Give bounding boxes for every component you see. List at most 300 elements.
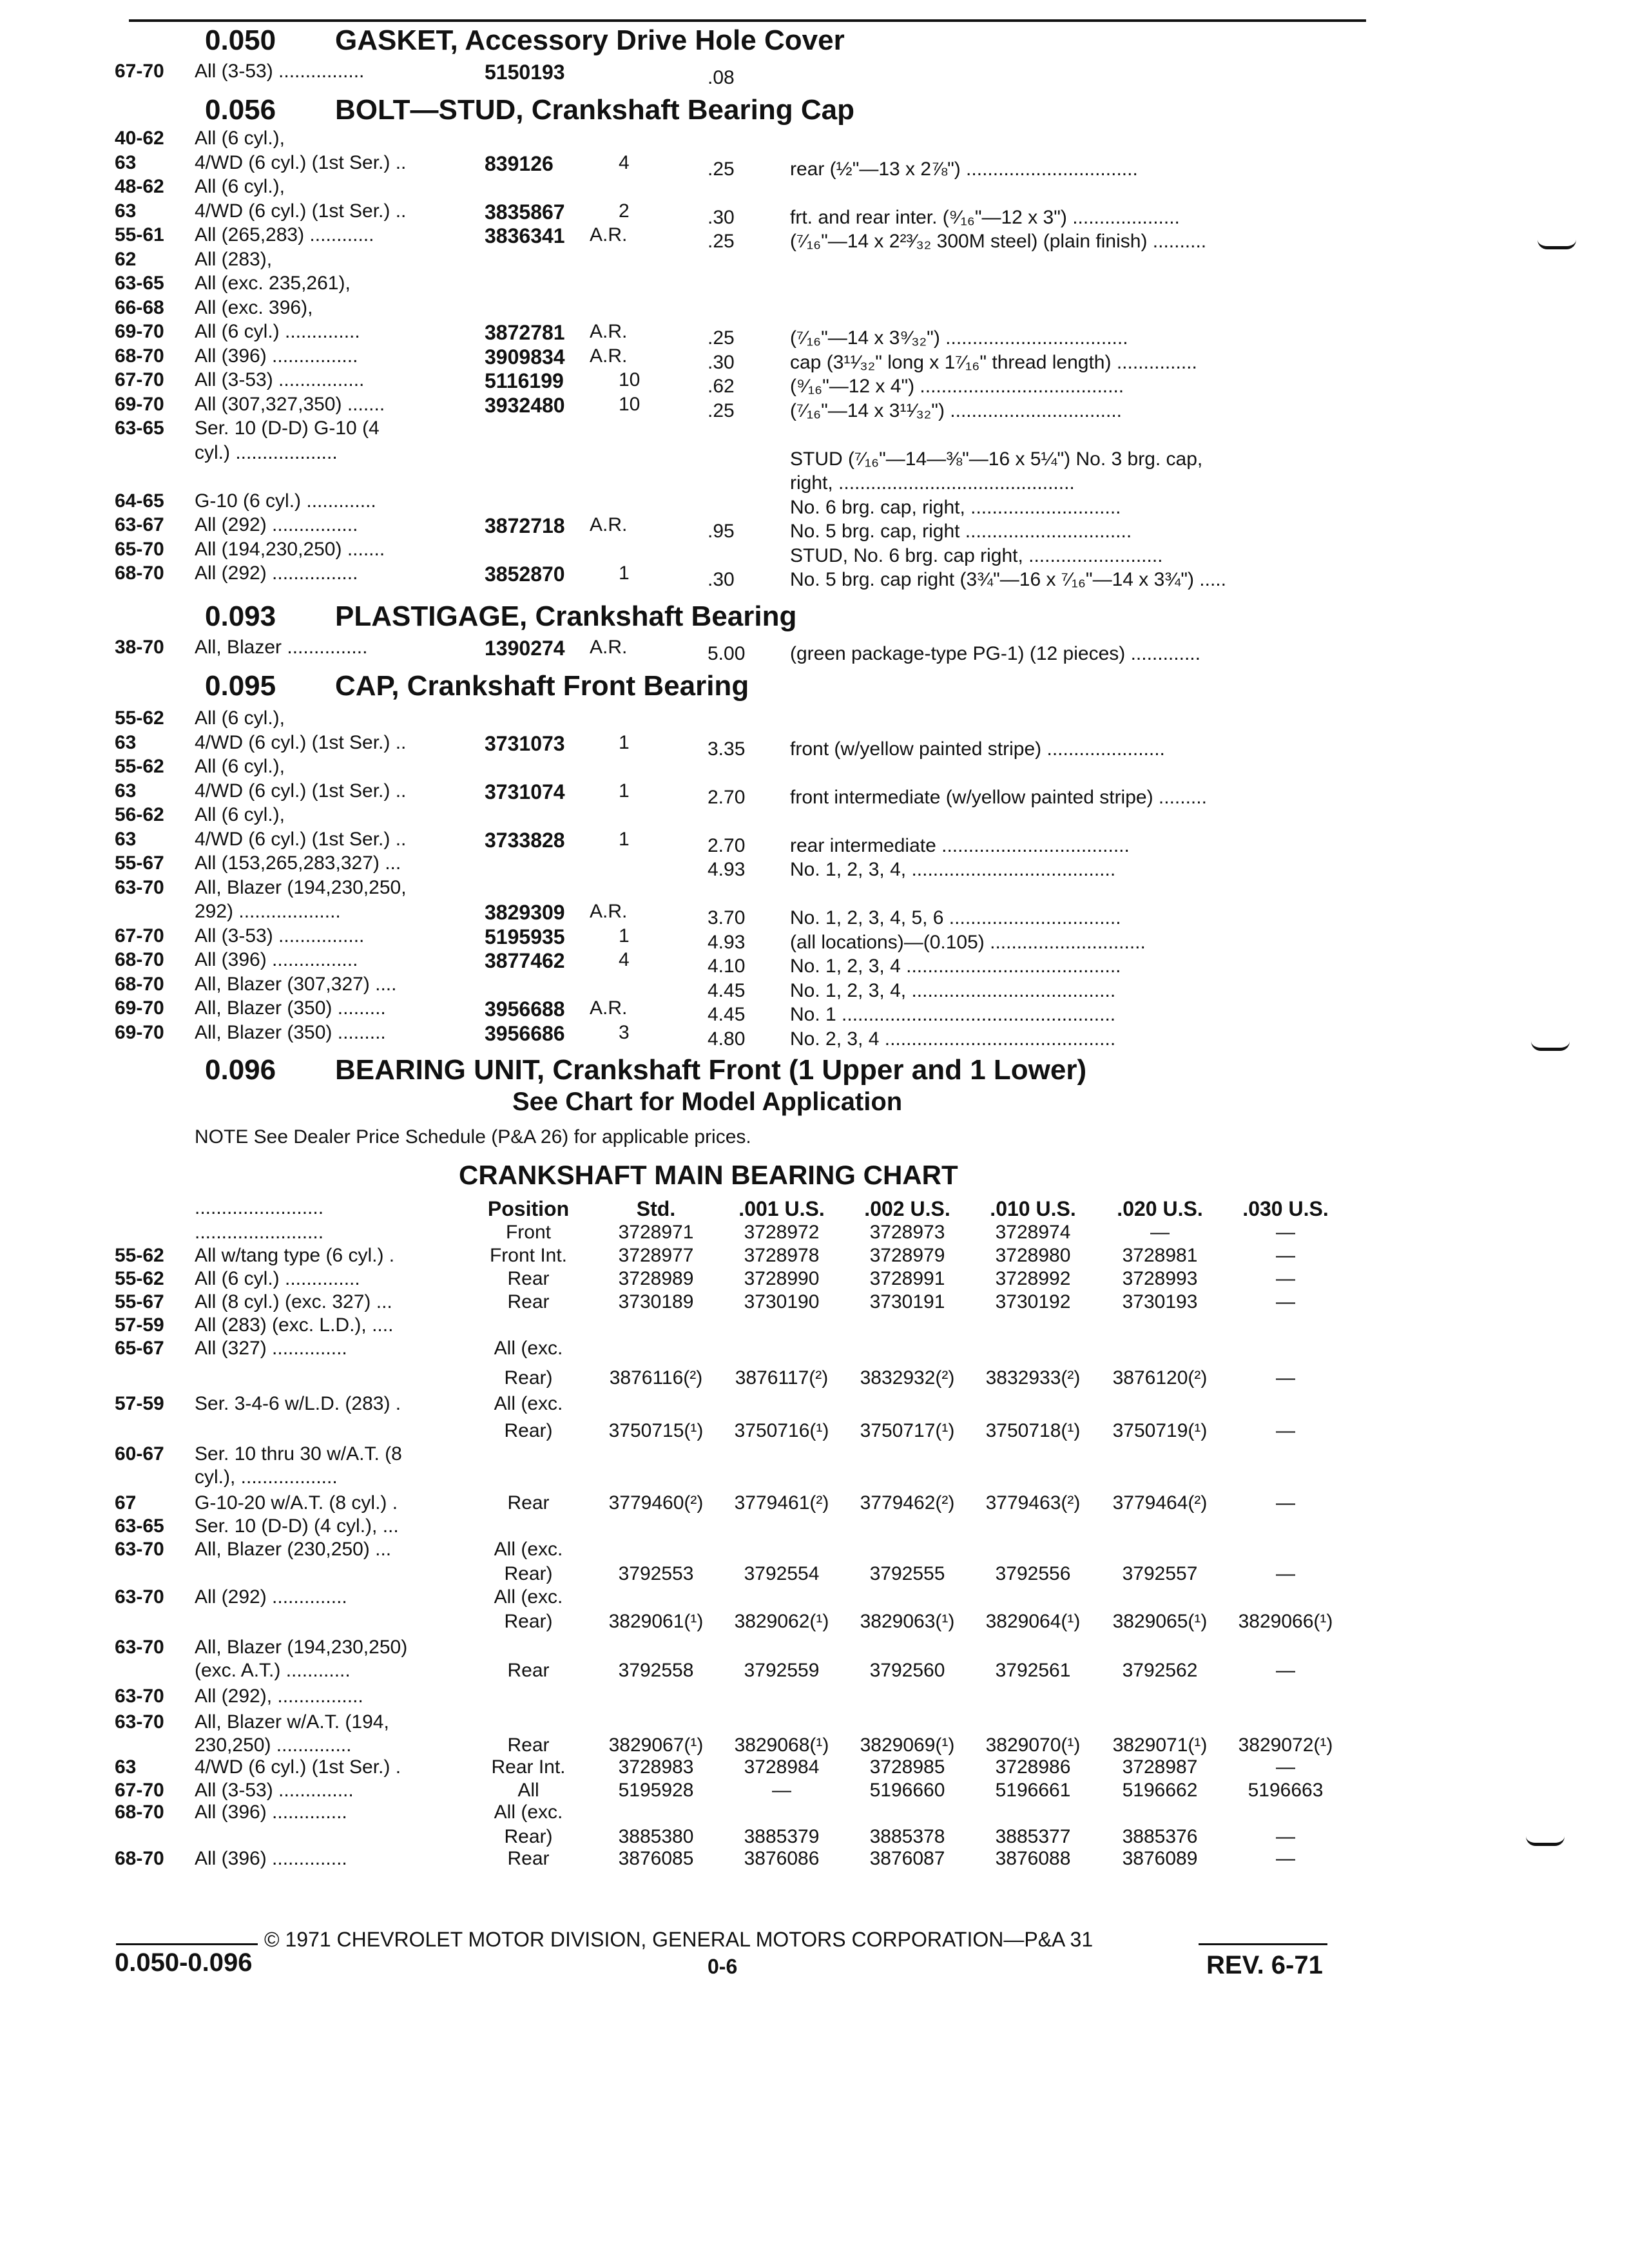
chart-column-header: .001 U.S.	[738, 1197, 825, 1220]
year-range: 63	[115, 780, 137, 802]
chart-cell: 3876117(²)	[735, 1367, 829, 1389]
year-range: 67-70	[115, 369, 164, 390]
description: No. 5 brg. cap right (3¾"—16 x ⁷⁄₁₆"—14 x 3¾") .....	[790, 569, 1226, 590]
description: front intermediate (w/yellow painted stripe) .........	[790, 786, 1207, 808]
section-title: BEARING UNIT, Crankshaft Front (1 Upper and 1 Lower)	[335, 1054, 1087, 1086]
year-range: 55-62	[115, 707, 164, 729]
list-price: 4.93	[708, 859, 746, 880]
description: (⁷⁄₁₆"—14 x 2²³⁄₃₂ 300M steel) (plain finish) ..........	[790, 231, 1207, 252]
chart-cell: 3829071(¹)	[1112, 1735, 1208, 1756]
list-price: .25	[708, 399, 735, 421]
application: All (exc. 396),	[195, 296, 313, 318]
application: 4/WD (6 cyl.) (1st Ser.) ..	[195, 780, 407, 802]
part-number: 3956688	[485, 997, 565, 1021]
chart-cell: —	[1276, 1291, 1295, 1312]
application: cyl.) ...................	[195, 441, 338, 463]
position: Rear	[507, 1291, 550, 1312]
application: All (265,283) ............	[195, 224, 374, 245]
chart-cell: 3728987	[1122, 1756, 1198, 1778]
list-price: .95	[708, 521, 735, 542]
chart-column-header: Position	[487, 1197, 570, 1220]
quantity: A.R.	[590, 514, 628, 535]
part-number: 1390274	[485, 637, 565, 660]
year-range: 63-70	[115, 1586, 164, 1608]
year-range: 65-70	[115, 538, 164, 560]
part-number: 3909834	[485, 345, 565, 369]
part-number: 3731074	[485, 780, 565, 803]
position: Rear Int.	[491, 1756, 566, 1778]
quantity: A.R.	[590, 637, 628, 658]
list-price: .25	[708, 231, 735, 252]
quantity: 1	[619, 731, 630, 753]
description: frt. and rear inter. (⁹⁄₁₆"—12 x 3") ....................	[790, 206, 1180, 228]
position: All (exc.	[494, 1539, 563, 1560]
chart-cell: 3792555	[869, 1563, 945, 1584]
application: All (283),	[195, 248, 273, 270]
section-number: 0.056	[205, 94, 276, 126]
list-price: .25	[708, 158, 735, 180]
chart-cell: —	[772, 1780, 791, 1801]
chart-cell: 3779461(²)	[734, 1492, 829, 1514]
description: No. 1, 2, 3, 4, ......................................	[790, 859, 1116, 880]
position: Rear	[507, 1268, 550, 1289]
application: All, Blazer (230,250) ...	[195, 1539, 392, 1560]
footer-revision: REV. 6-71	[1206, 1951, 1323, 1979]
chart-cell: 3728983	[618, 1756, 694, 1778]
year-range: 55-62	[115, 1245, 164, 1266]
position: All (exc.	[494, 1586, 563, 1608]
edge-mark	[1526, 1836, 1565, 1846]
chart-cell: 3792558	[618, 1660, 694, 1681]
application: All (396) ..............	[195, 1848, 347, 1869]
description: (⁷⁄₁₆"—14 x 3⁹⁄₃₂") ..................................	[790, 327, 1128, 349]
chart-cell: 3779462(²)	[860, 1492, 955, 1514]
chart-cell: 3885378	[869, 1826, 945, 1847]
year-range: 56-62	[115, 804, 164, 825]
application: 4/WD (6 cyl.) (1st Ser.) ..	[195, 200, 407, 222]
year-range: 63	[115, 151, 137, 173]
year-range: 68-70	[115, 973, 164, 995]
description: (all locations)—(0.105) .............................	[790, 931, 1146, 953]
chart-cell: 3829063(¹)	[860, 1611, 955, 1632]
chart-cell: 3829062(¹)	[734, 1611, 829, 1632]
chart-cell: 3885376	[1122, 1826, 1198, 1847]
application: All, Blazer (307,327) ....	[195, 973, 397, 995]
chart-cell: 3792560	[869, 1660, 945, 1681]
chart-cell: 3730193	[1122, 1291, 1198, 1312]
position: Rear)	[504, 1367, 553, 1389]
chart-cell: 3876085	[618, 1848, 694, 1869]
application: All (153,265,283,327) ...	[195, 852, 401, 874]
application: All (6 cyl.) ..............	[195, 321, 360, 342]
quantity: 1	[619, 925, 630, 947]
part-number: 5150193	[485, 61, 565, 84]
application: All (292), ................	[195, 1686, 363, 1707]
part-number: 3836341	[485, 224, 565, 247]
list-price: .30	[708, 206, 735, 228]
chart-cell: 3728986	[995, 1756, 1071, 1778]
part-number: 3733828	[485, 828, 565, 852]
chart-cell: 3728984	[744, 1756, 820, 1778]
year-range: 65-67	[115, 1338, 164, 1359]
part-number: 5195935	[485, 925, 565, 948]
position: All (exc.	[494, 1802, 563, 1823]
year-range: 57-59	[115, 1393, 164, 1414]
chart-cell: 3779463(²)	[985, 1492, 1081, 1514]
list-price: 2.70	[708, 786, 746, 808]
application: All (3-53) ................	[195, 925, 365, 947]
position: Rear	[507, 1848, 550, 1869]
description: rear intermediate ...................................	[790, 834, 1130, 856]
chart-cell: 3728973	[869, 1222, 945, 1243]
chart-cell: 3792553	[618, 1563, 694, 1584]
application: Ser. 10 thru 30 w/A.T. (8	[195, 1443, 402, 1465]
chart-cell: 3829070(¹)	[985, 1735, 1081, 1756]
list-price: .62	[708, 376, 735, 397]
year-range: 66-68	[115, 296, 164, 318]
description: rear (½"—13 x 2⅞") ................................	[790, 158, 1138, 180]
application: All (292) ................	[195, 514, 358, 535]
chart-cell: 3728985	[869, 1756, 945, 1778]
chart-cell: 3829069(¹)	[860, 1735, 955, 1756]
chart-cell: 3885380	[618, 1826, 694, 1847]
description: No. 1, 2, 3, 4, ......................................	[790, 979, 1116, 1001]
section-title: CAP, Crankshaft Front Bearing	[335, 670, 749, 702]
chart-cell: 3750719(¹)	[1112, 1420, 1208, 1441]
application: All (3-53) ................	[195, 369, 365, 390]
chart-cell: 3730189	[618, 1291, 694, 1312]
application: All (6 cyl.),	[195, 756, 285, 777]
chart-cell: 5196661	[995, 1780, 1071, 1801]
chart-column-header: .002 U.S.	[864, 1197, 950, 1220]
edge-mark	[1531, 1041, 1570, 1051]
footer-copyright: © 1971 CHEVROLET MOTOR DIVISION, GENERAL MOTORS CORPORATION—P&A 31	[264, 1928, 1094, 1951]
chart-cell: 3829067(¹)	[608, 1735, 704, 1756]
chart-cell: —	[1276, 1660, 1295, 1681]
price-note: NOTE See Dealer Price Schedule (P&A 26) for applicable prices.	[195, 1126, 751, 1148]
year-range: 63	[115, 828, 137, 850]
quantity: 3	[619, 1021, 630, 1043]
year-range: 48-62	[115, 176, 164, 197]
year-range: 63-70	[115, 1539, 164, 1560]
chart-cell: —	[1276, 1848, 1295, 1869]
application: All (194,230,250) .......	[195, 538, 385, 560]
description: front (w/yellow painted stripe) ......................	[790, 738, 1165, 760]
year-range: 68-70	[115, 1848, 164, 1869]
chart-cell: —	[1276, 1245, 1295, 1266]
chart-cell: 3885377	[995, 1826, 1071, 1847]
chart-cell: 3792559	[744, 1660, 820, 1681]
year-range: 63-70	[115, 1686, 164, 1707]
chart-cell: —	[1276, 1492, 1295, 1514]
description: No. 5 brg. cap, right ...............................	[790, 521, 1132, 542]
chart-cell: 5196663	[1248, 1780, 1324, 1801]
position: Rear)	[504, 1826, 553, 1847]
description: (⁹⁄₁₆"—12 x 4") ......................................	[790, 376, 1124, 397]
application: All (8 cyl.) (exc. 327) ...	[195, 1291, 392, 1312]
list-price: .30	[708, 351, 735, 373]
position: All (exc.	[494, 1393, 563, 1414]
chart-column-header: .030 U.S.	[1242, 1197, 1329, 1220]
chart-column-header: .020 U.S.	[1117, 1197, 1203, 1220]
section-title: BOLT—STUD, Crankshaft Bearing Cap	[335, 94, 854, 126]
year-range: 40-62	[115, 128, 164, 149]
year-range: 63	[115, 731, 137, 753]
year-range: 67-70	[115, 925, 164, 947]
chart-cell: 3779464(²)	[1112, 1492, 1208, 1514]
section-title: PLASTIGAGE, Crankshaft Bearing	[335, 601, 797, 632]
part-number: 3872718	[485, 514, 565, 537]
position: Rear	[507, 1735, 550, 1756]
chart-cell: 3779460(²)	[608, 1492, 704, 1514]
chart-cell: 3750715(¹)	[608, 1420, 704, 1441]
chart-cell: 3885379	[744, 1826, 820, 1847]
chart-cell: 3728977	[618, 1245, 694, 1266]
quantity: A.R.	[590, 997, 628, 1019]
application: All, Blazer (350) .........	[195, 997, 386, 1019]
year-range: 63-67	[115, 514, 164, 535]
description: No. 1, 2, 3, 4, 5, 6 ................................	[790, 907, 1121, 928]
chart-cell: 3829064(¹)	[985, 1611, 1081, 1632]
position: Front Int.	[489, 1245, 568, 1266]
chart-cell: 3832932(²)	[860, 1367, 955, 1389]
year-range: 60-67	[115, 1443, 164, 1465]
application: (exc. A.T.) ............	[195, 1660, 351, 1681]
application: All (6 cyl.) ..............	[195, 1268, 360, 1289]
part-number: 3877462	[485, 949, 565, 972]
chart-cell: 3792556	[995, 1563, 1071, 1584]
quantity: A.R.	[590, 345, 628, 367]
chart-cell: 3728992	[995, 1268, 1071, 1289]
list-price: .08	[708, 67, 735, 88]
application: All w/tang type (6 cyl.) .	[195, 1245, 395, 1266]
application: ........................	[195, 1197, 324, 1218]
quantity: A.R.	[590, 224, 628, 245]
application: All (3-53) ................	[195, 61, 365, 82]
chart-cell: 3876120(²)	[1112, 1367, 1208, 1389]
position: Front	[505, 1222, 552, 1243]
chart-cell: 3728971	[618, 1222, 694, 1243]
list-price: 4.10	[708, 956, 746, 977]
year-range: 69-70	[115, 393, 164, 415]
chart-cell: 5195928	[618, 1780, 694, 1801]
list-price: 4.80	[708, 1028, 746, 1050]
chart-cell: 3792557	[1122, 1563, 1198, 1584]
year-range: 67-70	[115, 61, 164, 82]
chart-cell: —	[1276, 1826, 1295, 1847]
part-number: 3956686	[485, 1021, 565, 1045]
header-rule	[129, 19, 1366, 22]
description: (green package-type PG-1) (12 pieces) .............	[790, 643, 1200, 664]
description: right, ............................................	[790, 472, 1075, 494]
application: G-10-20 w/A.T. (8 cyl.) .	[195, 1492, 398, 1514]
position: Rear)	[504, 1563, 553, 1584]
description: cap (3¹¹⁄₃₂" long x 1⁷⁄₁₆" thread length) ...............	[790, 351, 1197, 373]
application: All (307,327,350) .......	[195, 393, 385, 415]
position: Rear	[507, 1660, 550, 1681]
position: All (exc.	[494, 1338, 563, 1359]
list-price: .30	[708, 569, 735, 590]
section-number: 0.050	[205, 24, 276, 56]
year-range: 69-70	[115, 1021, 164, 1043]
year-range: 68-70	[115, 1802, 164, 1823]
year-range: 38-70	[115, 637, 164, 658]
application: All (6 cyl.),	[195, 707, 285, 729]
chart-cell: 3730192	[995, 1291, 1071, 1312]
quantity: 1	[619, 828, 630, 850]
year-range: 63-70	[115, 1637, 164, 1658]
chart-cell: 3728993	[1122, 1268, 1198, 1289]
quantity: A.R.	[590, 901, 628, 922]
chart-cell: 3750716(¹)	[734, 1420, 829, 1441]
year-range: 63	[115, 200, 137, 222]
year-range: 55-67	[115, 1291, 164, 1312]
application: 292) ...................	[195, 901, 341, 922]
application: All (exc. 235,261),	[195, 273, 351, 294]
description: STUD, No. 6 brg. cap right, .........................	[790, 544, 1163, 566]
application: All (6 cyl.),	[195, 128, 285, 149]
application: All (6 cyl.),	[195, 176, 285, 197]
quantity: 4	[619, 949, 630, 970]
year-range: 64-65	[115, 490, 164, 512]
application: All (396) ................	[195, 345, 358, 367]
part-number: 3872781	[485, 321, 565, 344]
see-chart-heading: See Chart for Model Application	[512, 1088, 903, 1116]
position: Rear)	[504, 1420, 553, 1441]
year-range: 63-65	[115, 273, 164, 294]
chart-cell: 3876087	[869, 1848, 945, 1869]
part-number: 3829309	[485, 901, 565, 924]
chart-cell: 3728989	[618, 1268, 694, 1289]
year-range: 57-59	[115, 1314, 164, 1336]
part-number: 3932480	[485, 393, 565, 417]
part-number: 5116199	[485, 369, 564, 392]
application: Ser. 3-4-6 w/L.D. (283) .	[195, 1393, 401, 1414]
section-number: 0.096	[205, 1054, 276, 1086]
chart-cell: 3876086	[744, 1848, 820, 1869]
position: Rear)	[504, 1611, 553, 1632]
chart-cell: —	[1150, 1222, 1170, 1243]
quantity: 10	[619, 393, 641, 415]
year-range: 68-70	[115, 562, 164, 584]
year-range: 68-70	[115, 949, 164, 970]
chart-cell: 3750718(¹)	[985, 1420, 1081, 1441]
chart-cell: 3876089	[1122, 1848, 1198, 1869]
chart-cell: 3730191	[869, 1291, 945, 1312]
chart-cell: 3792562	[1122, 1660, 1198, 1681]
application: All (292) ................	[195, 562, 358, 584]
application: 4/WD (6 cyl.) (1st Ser.) ..	[195, 828, 407, 850]
footer-page-range: 0.050-0.096	[115, 1948, 253, 1977]
footer-page-number: 0-6	[708, 1955, 738, 1978]
section-number: 0.095	[205, 670, 276, 702]
year-range: 63-70	[115, 876, 164, 898]
application: All (396) ..............	[195, 1802, 347, 1823]
list-price: 3.35	[708, 738, 746, 760]
list-price: 4.93	[708, 931, 746, 953]
chart-cell: 3728981	[1122, 1245, 1198, 1266]
part-number: 3731073	[485, 731, 565, 755]
application: All (6 cyl.),	[195, 804, 285, 825]
chart-cell: 3728978	[744, 1245, 820, 1266]
application: 4/WD (6 cyl.) (1st Ser.) ..	[195, 731, 407, 753]
footer-rule-right	[1199, 1943, 1327, 1945]
year-range: 63-65	[115, 418, 164, 439]
application: 4/WD (6 cyl.) (1st Ser.) .	[195, 1756, 401, 1778]
application: 230,250) ..............	[195, 1735, 352, 1756]
application: All, Blazer w/A.T. (194,	[195, 1711, 389, 1733]
chart-cell: —	[1276, 1222, 1295, 1243]
year-range: 63-70	[115, 1711, 164, 1733]
list-price: .25	[708, 327, 735, 349]
part-number: 839126	[485, 151, 554, 175]
chart-cell: —	[1276, 1268, 1295, 1289]
year-range: 67-70	[115, 1780, 164, 1801]
list-price: 4.45	[708, 979, 746, 1001]
quantity: 1	[619, 780, 630, 802]
description: No. 1, 2, 3, 4 ........................................	[790, 956, 1121, 977]
chart-cell: 3876116(²)	[609, 1367, 703, 1389]
quantity: 1	[619, 562, 630, 584]
chart-cell: 3829065(¹)	[1112, 1611, 1208, 1632]
application: Ser. 10 (D-D) G-10 (4	[195, 418, 380, 439]
position: All	[517, 1780, 539, 1801]
year-range: 68-70	[115, 345, 164, 367]
year-range: 67	[115, 1492, 137, 1514]
chart-cell: 3829061(¹)	[608, 1611, 704, 1632]
year-range: 62	[115, 248, 137, 270]
chart-column-header: .010 U.S.	[990, 1197, 1076, 1220]
year-range: 55-62	[115, 756, 164, 777]
quantity: A.R.	[590, 321, 628, 342]
part-number: 3835867	[485, 200, 565, 224]
quantity: 2	[619, 200, 630, 222]
chart-cell: —	[1276, 1756, 1295, 1778]
description: STUD (⁷⁄₁₆"—14—⅜"—16 x 5¼") No. 3 brg. cap,	[790, 448, 1203, 470]
year-range: 55-62	[115, 1268, 164, 1289]
application: All, Blazer (194,230,250)	[195, 1637, 408, 1658]
list-price: 4.45	[708, 1004, 746, 1025]
chart-cell: —	[1276, 1563, 1295, 1584]
description: No. 6 brg. cap, right, ............................	[790, 496, 1121, 518]
chart-cell: 3728974	[995, 1222, 1071, 1243]
chart-cell: 3792554	[744, 1563, 820, 1584]
application: All, Blazer (350) .........	[195, 1021, 386, 1043]
description: (⁷⁄₁₆"—14 x 3¹¹⁄₃₂") ................................	[790, 399, 1122, 421]
chart-cell: 3829068(¹)	[734, 1735, 829, 1756]
chart-cell: —	[1276, 1367, 1295, 1389]
application: All, Blazer (194,230,250,	[195, 876, 407, 898]
application: All (292) ..............	[195, 1586, 347, 1608]
application: All (327) ..............	[195, 1338, 347, 1359]
chart-cell: 3728991	[869, 1268, 945, 1289]
edge-mark	[1537, 240, 1576, 249]
chart-cell: 5196662	[1122, 1780, 1198, 1801]
application: G-10 (6 cyl.) .............	[195, 490, 376, 512]
chart-cell: 3728980	[995, 1245, 1071, 1266]
chart-cell: —	[1276, 1420, 1295, 1441]
year-range: 69-70	[115, 997, 164, 1019]
chart-cell: 3829072(¹)	[1238, 1735, 1333, 1756]
year-range: 55-61	[115, 224, 164, 245]
chart-cell: 3792561	[995, 1660, 1071, 1681]
application: All (396) ................	[195, 949, 358, 970]
chart-cell: 3829066(¹)	[1238, 1611, 1333, 1632]
chart-cell: 5196660	[869, 1780, 945, 1801]
section-number: 0.093	[205, 601, 276, 632]
application: Ser. 10 (D-D) (4 cyl.), ...	[195, 1515, 399, 1537]
application: cyl.), ..................	[195, 1466, 338, 1488]
